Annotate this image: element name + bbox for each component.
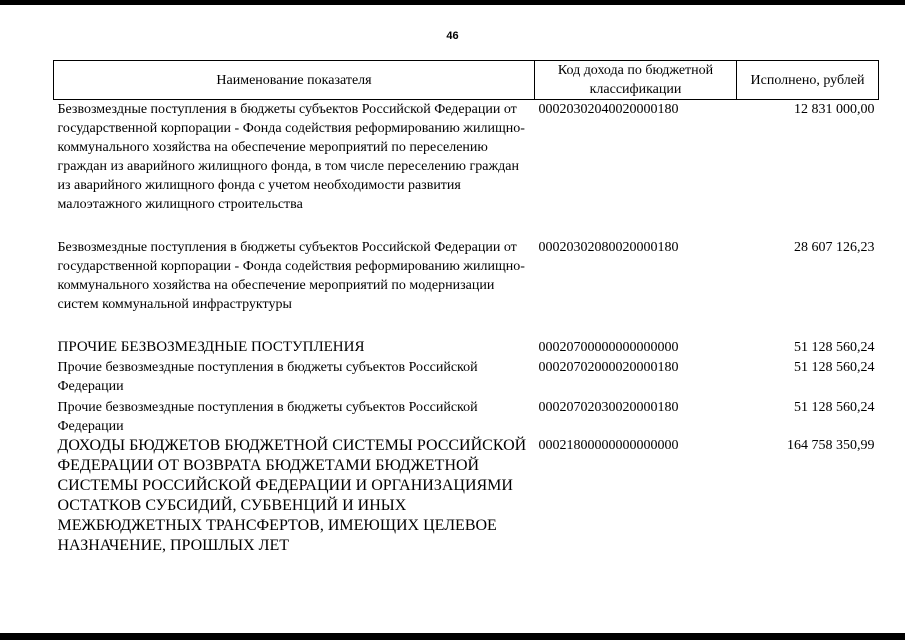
row-name: Прочие безвозмездные поступления в бюджеты субъектов Российской Федерации xyxy=(57,399,478,434)
row-code: 00020700000000000000 xyxy=(538,339,679,355)
row-value: 164 758 350,99 xyxy=(787,437,875,453)
row-code: 00020702000020000180 xyxy=(538,359,679,375)
table-row xyxy=(54,234,879,338)
row-code: 00020302040020000180 xyxy=(538,102,679,117)
row-code: 00020302080020000180 xyxy=(538,239,679,255)
row-value: 51 128 560,24 xyxy=(794,359,875,375)
row-code: 00021800000000000000 xyxy=(538,437,679,453)
row-name: ДОХОДЫ БЮДЖЕТОВ БЮДЖЕТНОЙ СИСТЕМЫ РОССИЙСКОЙ ФЕДЕРАЦИИ ОТ ВОЗВРАТА БЮДЖЕТАМИ БЮДЖЕТНОЙ СИСТЕМЫ РОССИЙСКОЙ ФЕДЕРАЦИИ И ОРГАНИЗАЦИЯМИ ОСТАТКОВ СУБСИДИЙ, СУБВЕНЦИЙ И ИНЫХ МЕЖБЮДЖЕТНЫХ ТРАНСФЕРТОВ, ИМЕЮЩИХ ЦЕЛЕВОЕ НАЗНАЧЕНИЕ, ПРОШЛЫХ ЛЕТ xyxy=(57,436,527,554)
header-name: Наименование показателя xyxy=(54,61,535,100)
table-row xyxy=(54,436,879,556)
row-name: Прочие безвозмездные поступления в бюджеты субъектов Российской Федерации xyxy=(57,359,478,394)
table-row xyxy=(54,338,879,358)
table-header-row xyxy=(54,61,879,100)
table-row xyxy=(54,398,879,436)
row-name: Безвозмездные поступления в бюджеты субъектов Российской Федерации от государственной корпорации - Фонда содействия реформированию жилищно-коммунального хозяйства на обеспечение мероприятий по переселению граждан из аварийного жилищного фонда, в том числе переселению граждан из аварийного жилищного фонда с учетом необходимости развития малоэтажного жилищного строительства xyxy=(57,102,525,212)
page-number: 46 xyxy=(446,30,459,42)
row-value: 51 128 560,24 xyxy=(794,399,875,415)
top-border xyxy=(0,0,905,5)
row-value: 12 831 000,00 xyxy=(794,102,875,117)
row-value: 51 128 560,24 xyxy=(794,339,875,355)
row-value: 28 607 126,23 xyxy=(794,239,875,255)
bottom-border xyxy=(0,633,905,640)
row-name: ПРОЧИЕ БЕЗВОЗМЕЗДНЫЕ ПОСТУПЛЕНИЯ xyxy=(57,338,365,355)
table-row xyxy=(54,100,879,234)
row-code: 00020702030020000180 xyxy=(538,399,679,415)
table-row xyxy=(54,358,879,398)
revenue-table xyxy=(53,60,879,556)
header-code: Код дохода по бюджетной классификации xyxy=(535,61,737,100)
row-name: Безвозмездные поступления в бюджеты субъектов Российской Федерации от государственной корпорации - Фонда содействия реформированию жилищно-коммунального хозяйства на обеспечение мероприятий по модернизации систем коммунальной инфраструктуры xyxy=(57,239,525,312)
header-value: Исполнено, рублей xyxy=(737,61,879,100)
